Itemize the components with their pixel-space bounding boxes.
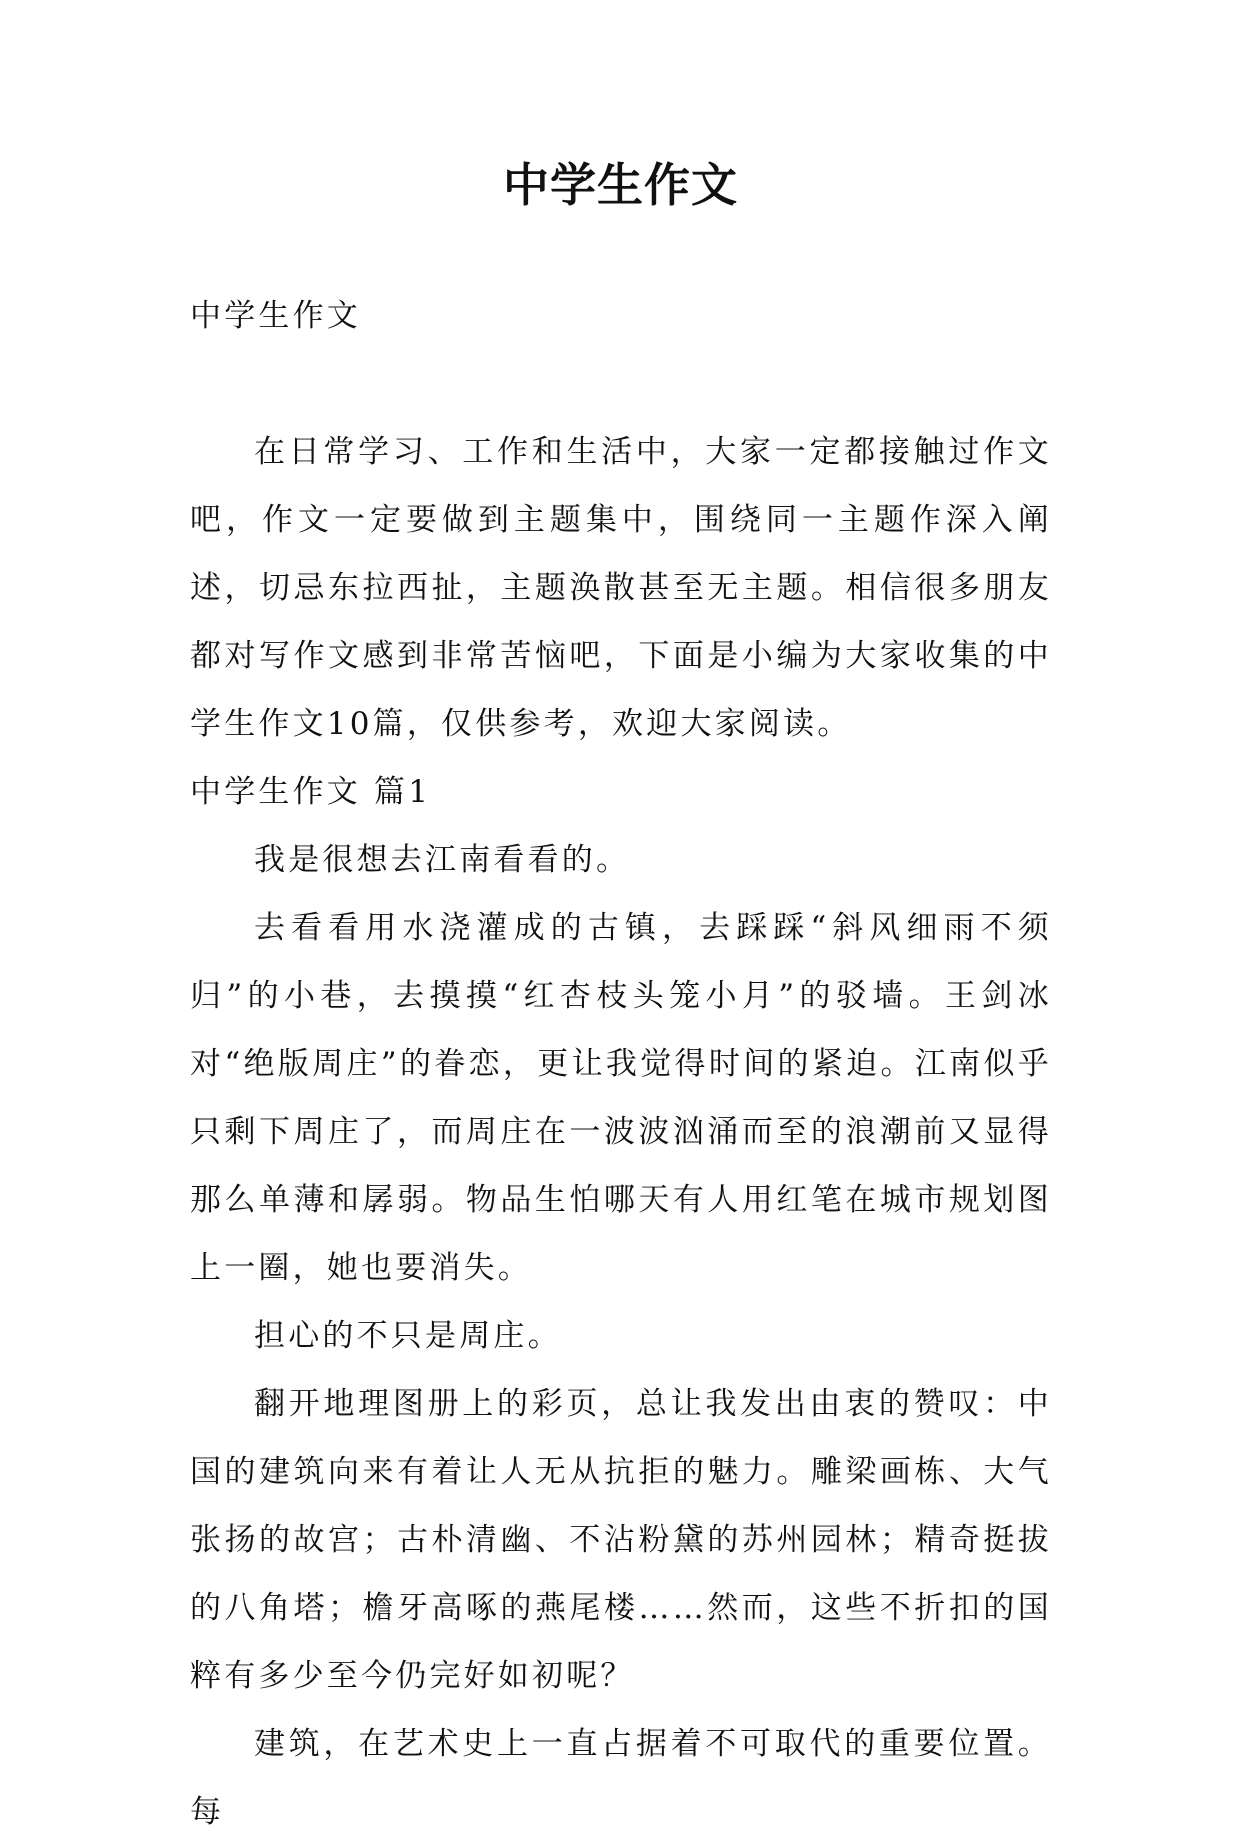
document-body xyxy=(190,282,1052,1846)
body-paragraph: 我是很想去江南看看的。 xyxy=(254,842,631,878)
document-subtitle: 中学生作文 xyxy=(190,298,361,334)
body-paragraph: 去看看用水浇灌成的古镇，去踩踩“斜风细雨不须归”的小巷，去摸摸“红杏枝头笼小月”的驳墙。王剑冰对“绝版周庄”的眷恋，更让我觉得时间的紧迫。江南似乎只剩下周庄了，而周庄在一波波汹涌而至的浪潮前又显得那么单薄和孱弱。物品生怕哪天有人用红笔在城市规划图上一圈，她也要消失。 xyxy=(190,910,1052,1286)
body-paragraph: 担心的不只是周庄。 xyxy=(254,1318,562,1354)
document-title: 中学生作文 xyxy=(503,158,738,212)
body-paragraph: 建筑，在艺术史上一直占据着不可取代的重要位置。每 xyxy=(190,1726,1052,1830)
section-heading: 中学生作文 篇1 xyxy=(190,774,432,810)
spacer xyxy=(190,350,1052,418)
intro-paragraph: 在日常学习、工作和生活中，大家一定都接触过作文吧，作文一定要做到主题集中，围绕同一主题作深入阐述，切忌东拉西扯，主题涣散甚至无主题。相信很多朋友都对写作文感到非常苦恼吧，下面是小编为大家收集的中学生作文10篇，仅供参考，欢迎大家阅读。 xyxy=(190,434,1052,742)
body-paragraph: 翻开地理图册上的彩页，总让我发出由衷的赞叹：中国的建筑向来有着让人无从抗拒的魅力。雕梁画栋、大气张扬的故宫；古朴清幽、不沾粉黛的苏州园林；精奇挺拔的八角塔；檐牙高啄的燕尾楼……然而，这些不折扣的国粹有多少至今仍完好如初呢？ xyxy=(190,1386,1052,1694)
